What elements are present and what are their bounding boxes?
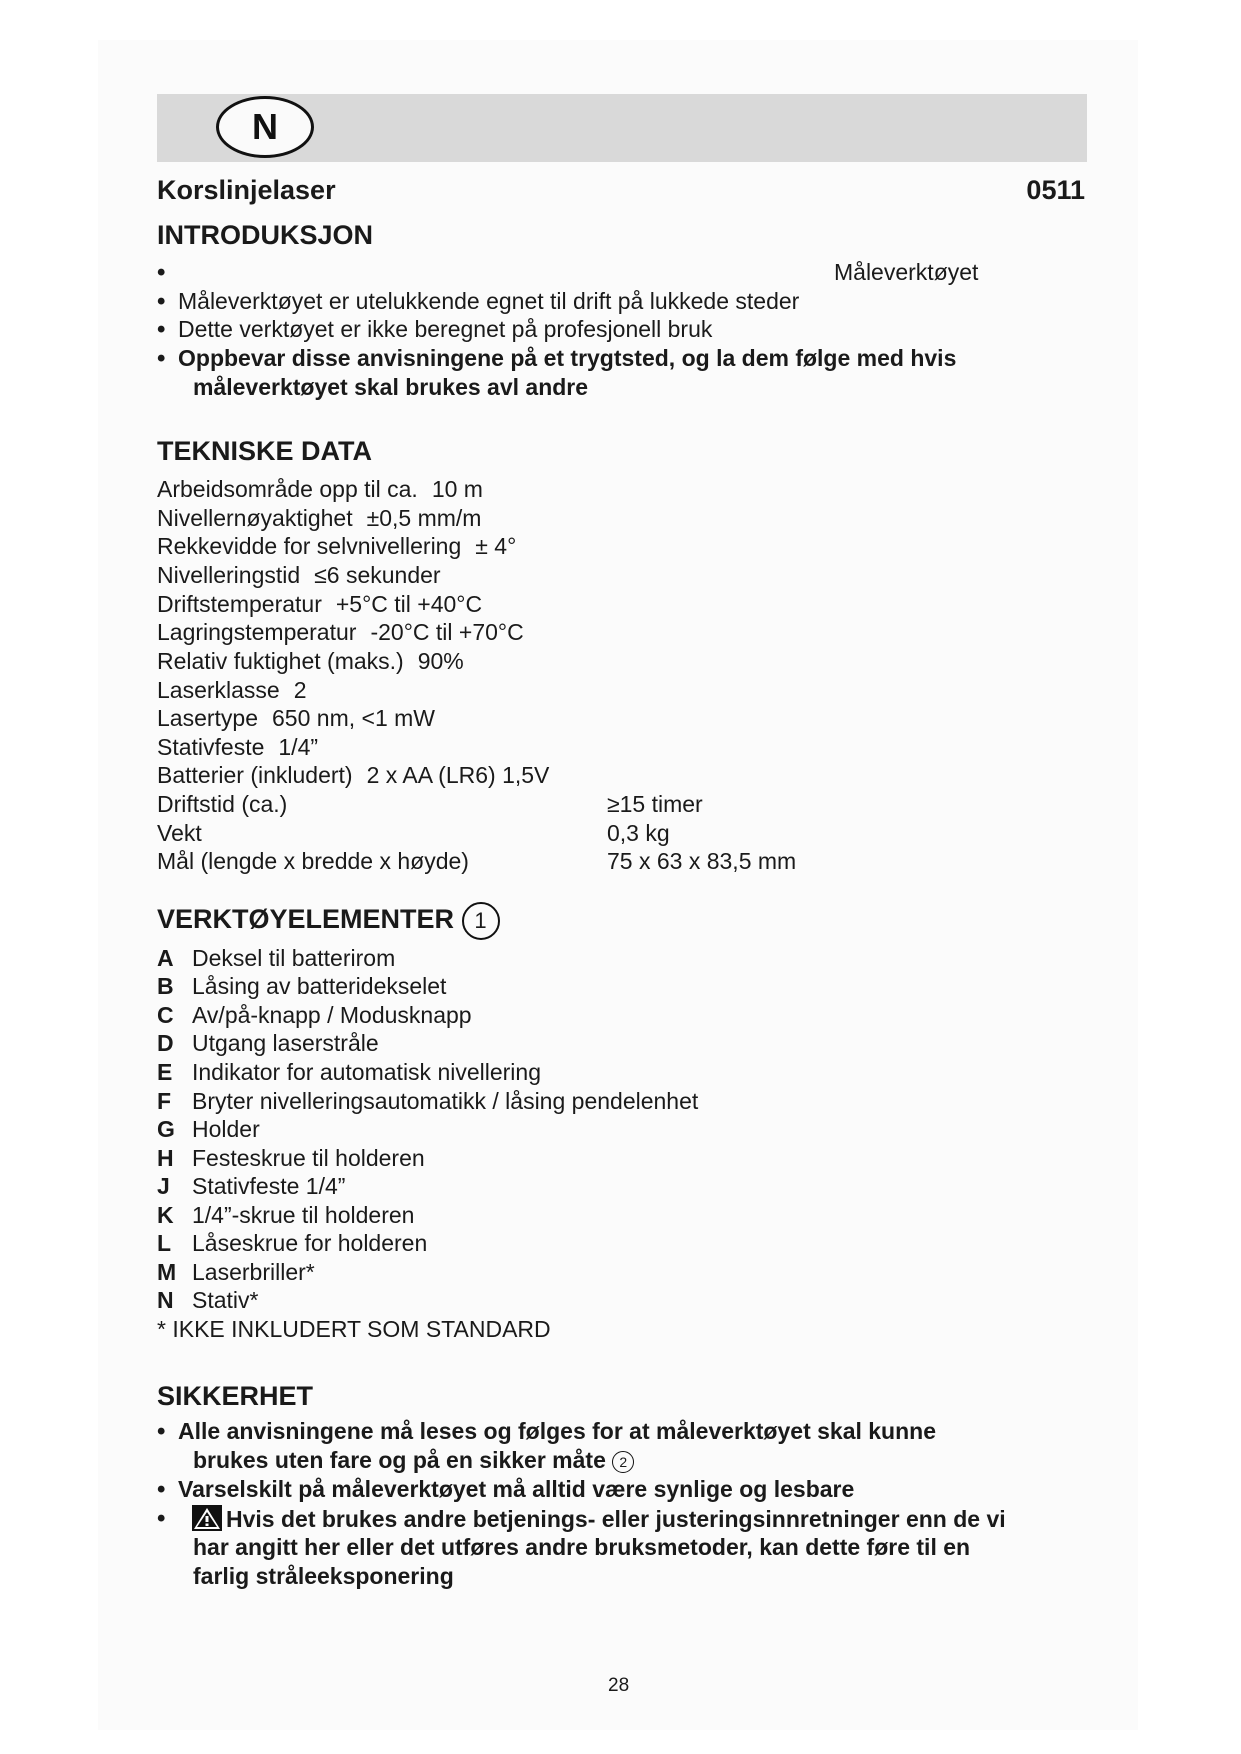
bullet-icon: •: [157, 345, 166, 372]
intro-bullet-1: Måleverktøyet: [834, 259, 979, 285]
item-key: K: [157, 1202, 174, 1228]
spec-row: [157, 619, 524, 646]
list-item: [157, 973, 446, 1000]
language-code: N: [252, 106, 278, 147]
item-text: Låsing av batteridekselet: [192, 973, 447, 999]
spec-row: [157, 648, 464, 675]
spec-row: [157, 762, 549, 789]
item-text: Indikator for automatisk nivellering: [192, 1059, 541, 1085]
safety-bullet-1-line-2: [193, 1447, 634, 1474]
list-item: [157, 1002, 472, 1029]
spec-label: Lagringstemperatur: [157, 619, 357, 645]
list-item: [157, 1173, 345, 1200]
item-key: B: [157, 973, 174, 999]
list-item: [157, 1287, 258, 1314]
spec-value: 10 m: [431, 476, 483, 502]
item-key: L: [157, 1230, 172, 1256]
spec-row: [157, 591, 482, 618]
item-text: Festeskrue til holderen: [192, 1145, 425, 1171]
bullet-icon: •: [157, 1505, 166, 1532]
spec-value: 650 nm, <1 mW: [272, 705, 435, 731]
spec-value: ≥15 timer: [607, 791, 703, 817]
spec-value: ≤6 sekunder: [314, 562, 441, 588]
item-key: F: [157, 1088, 172, 1114]
item-key: N: [157, 1287, 174, 1313]
spec-label: Relativ fuktighet (maks.): [157, 648, 404, 674]
spec-row: [157, 734, 318, 761]
safety-bullet-1-line-1: Alle anvisningene må leses og følges for at måleverktøyet skal kunne: [178, 1418, 937, 1444]
intro-bullet-4-line-2: måleverktøyet skal brukes avl andre: [193, 374, 589, 400]
intro-heading: INTRODUKSJON: [157, 220, 374, 250]
spec-row: [157, 705, 435, 732]
spec-row: [157, 533, 516, 560]
spec-value: 1/4”: [278, 734, 319, 760]
spec-value: ±0,5 mm/m: [366, 505, 482, 531]
item-key: E: [157, 1059, 173, 1085]
list-item: [157, 1030, 379, 1057]
safety-bullet-3-line-1: [192, 1505, 1006, 1537]
safety-bullet-3-line-2: har angitt her eller det utføres andre bruksmetoder, kan dette føre til en: [193, 1534, 971, 1560]
item-text: 1/4”-skrue til holderen: [192, 1202, 415, 1228]
bullet-icon: •: [157, 288, 166, 315]
intro-bullet-4-line-1: Oppbevar disse anvisningene på et trygtsted, og la dem følge med hvis: [178, 345, 957, 371]
spec-label: Vekt: [157, 820, 202, 846]
tech-heading: TEKNISKE DATA: [157, 436, 372, 466]
language-badge: [216, 96, 314, 158]
spec-label: Lasertype: [157, 705, 259, 731]
spec-label: Mål (lengde x bredde x høyde): [157, 848, 469, 874]
spec-row: [157, 820, 202, 847]
spec-row: [157, 505, 481, 532]
spec-row: [157, 562, 441, 589]
elements-footnote: * IKKE INKLUDERT SOM STANDARD: [157, 1316, 551, 1342]
product-code: 0511: [1026, 175, 1085, 205]
item-text: Utgang laserstråle: [192, 1030, 379, 1056]
list-item: [157, 1230, 427, 1257]
item-text: Bryter nivelleringsautomatikk / låsing pendelenhet: [192, 1088, 699, 1114]
spec-row: [157, 848, 469, 875]
safety-bullet-3-line-3: farlig stråleeksponering: [193, 1563, 454, 1589]
item-text: Av/på-knapp / Modusknapp: [192, 1002, 472, 1028]
bullet-icon: •: [157, 259, 166, 286]
list-item: [157, 1088, 698, 1115]
list-item: [157, 1145, 425, 1172]
bullet-icon: •: [157, 1476, 166, 1503]
item-text: Stativfeste 1/4”: [192, 1173, 346, 1199]
item-key: C: [157, 1002, 174, 1028]
spec-value: 0,3 kg: [607, 820, 670, 846]
figure-ref-badge: 1: [462, 902, 500, 940]
safety-bullet-2: Varselskilt på måleverktøyet må alltid være synlige og lesbare: [178, 1476, 855, 1502]
list-item: [157, 1259, 315, 1286]
spec-value: -20°C til +70°C: [370, 619, 524, 645]
bullet-icon: •: [157, 316, 166, 343]
list-item: [157, 945, 395, 972]
list-item: [157, 1116, 260, 1143]
item-key: G: [157, 1116, 175, 1142]
spec-label: Nivelleringstid: [157, 562, 301, 588]
item-text: Låseskrue for holderen: [192, 1230, 428, 1256]
spec-value: 2: [293, 677, 307, 703]
figure-ref-badge: 2: [612, 1451, 634, 1473]
bullet-icon: •: [157, 1418, 166, 1445]
intro-bullet-2: Måleverktøyet er utelukkende egnet til drift på lukkede steder: [178, 288, 800, 314]
spec-value: +5°C til +40°C: [335, 591, 483, 617]
item-text: Laserbriller*: [192, 1259, 315, 1285]
page-number: 28: [608, 1675, 630, 1696]
item-key: M: [157, 1259, 177, 1285]
intro-bullet-3: Dette verktøyet er ikke beregnet på profesjonell bruk: [178, 316, 713, 342]
item-text: Deksel til batterirom: [192, 945, 396, 971]
item-key: H: [157, 1145, 174, 1171]
spec-label: Driftstid (ca.): [157, 791, 288, 817]
item-text: Holder: [192, 1116, 260, 1142]
spec-label: Driftstemperatur: [157, 591, 322, 617]
safety-bullet-3-text: Hvis det brukes andre betjenings- eller justeringsinnretninger enn de vi: [226, 1506, 1006, 1532]
spec-row: [157, 791, 287, 818]
list-item: [157, 1202, 414, 1229]
spec-row: [157, 476, 483, 503]
document-title: Korslinjelaser: [157, 175, 336, 205]
spec-label: Nivellernøyaktighet: [157, 505, 353, 531]
item-key: J: [157, 1173, 170, 1199]
item-key: D: [157, 1030, 174, 1056]
spec-value: ± 4°: [475, 533, 517, 559]
safety-heading: SIKKERHET: [157, 1381, 314, 1411]
item-key: A: [157, 945, 174, 971]
item-text: Stativ*: [192, 1287, 259, 1313]
spec-label: Arbeidsområde opp til ca.: [157, 476, 418, 502]
elements-heading: [157, 902, 500, 940]
spec-value: 75 x 63 x 83,5 mm: [607, 848, 797, 874]
spec-label: Batterier (inkludert): [157, 762, 353, 788]
safety-bullet-1-text: brukes uten fare og på en sikker måte: [193, 1447, 606, 1473]
spec-label: Stativfeste: [157, 734, 265, 760]
spec-label: Laserklasse: [157, 677, 280, 703]
spec-value: 90%: [417, 648, 464, 674]
elements-heading-text: VERKTØYELEMENTER: [157, 904, 455, 935]
spec-row: [157, 677, 307, 704]
warning-icon: [192, 1505, 222, 1537]
spec-label: Rekkevidde for selvnivellering: [157, 533, 462, 559]
list-item: [157, 1059, 541, 1086]
spec-value: 2 x AA (LR6) 1,5V: [366, 762, 550, 788]
